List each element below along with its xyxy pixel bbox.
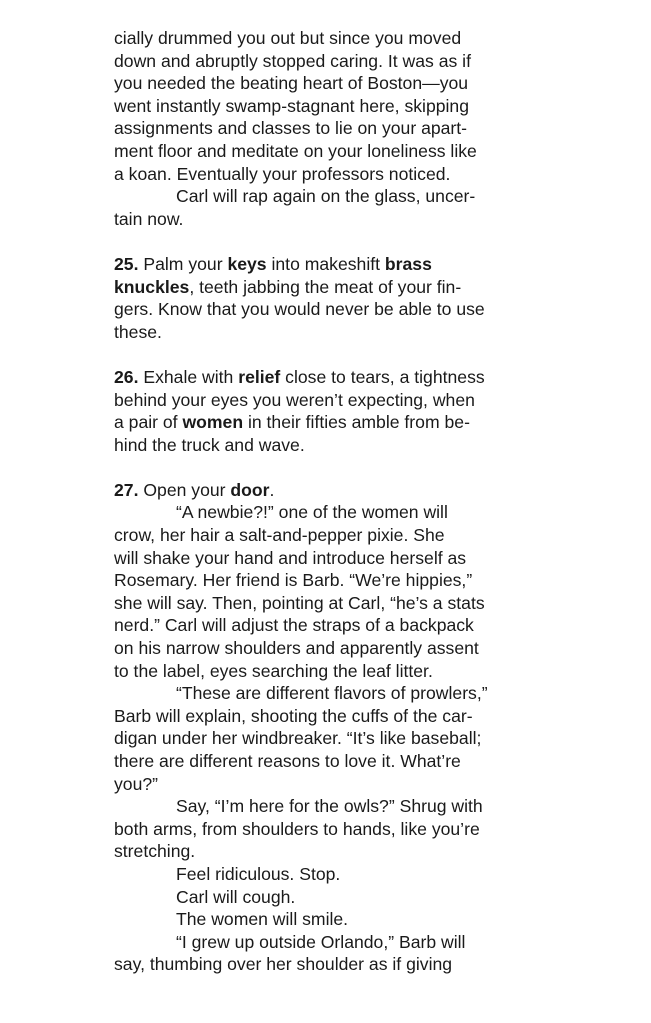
text-line: [114, 908, 534, 931]
bold-term: brass: [384, 253, 432, 274]
text-line: [114, 501, 534, 524]
text-line: [114, 953, 534, 976]
text-run: say, thumbing over her shoulder as if giving: [114, 954, 453, 975]
text-body: [114, 27, 534, 976]
text-line: [114, 660, 534, 683]
text-run: a pair of: [114, 412, 183, 433]
text-run: behind your eyes you weren’t expecting, when: [114, 389, 475, 410]
text-run: into makeshift: [266, 253, 385, 274]
text-run: she will say. Then, pointing at Carl, “he’s a stats: [114, 592, 485, 613]
text-run: Say, “I’m here for the owls?” Shrug with: [176, 796, 483, 817]
text-run: crow, her hair a salt-and-pepper pixie. She: [114, 525, 445, 546]
text-run: Feel ridiculous. Stop.: [176, 863, 341, 884]
text-run: down and abruptly stopped caring. It was as if: [114, 50, 471, 71]
text-run: in their fifties amble from be-: [243, 412, 470, 433]
text-run: you?”: [114, 773, 159, 794]
bold-term: keys: [227, 253, 267, 274]
text-line: [114, 434, 534, 457]
text-line: [114, 795, 534, 818]
document-page: [114, 27, 534, 976]
paragraph-gap: [114, 230, 534, 253]
bold-term: knuckles: [114, 276, 190, 297]
text-run: Palm your: [138, 253, 228, 274]
text-line: [114, 411, 534, 434]
bold-term: 27.: [114, 479, 139, 500]
text-line: [114, 773, 534, 796]
text-run: Carl will rap again on the glass, uncer-: [176, 186, 476, 207]
text-line: [114, 117, 534, 140]
text-run: tain now.: [114, 208, 184, 229]
text-run: Rosemary. Her friend is Barb. “We’re hippies,”: [114, 570, 473, 591]
text-line: [114, 366, 534, 389]
text-run: to the label, eyes searching the leaf litter.: [114, 660, 433, 681]
paragraph-gap: [114, 456, 534, 479]
text-line: [114, 27, 534, 50]
text-line: [114, 727, 534, 750]
text-run: you needed the beating heart of Boston—you: [114, 73, 469, 94]
text-run: will shake your hand and introduce herself as: [114, 547, 467, 568]
text-run: these.: [114, 321, 162, 342]
bold-term: 25.: [114, 253, 139, 274]
text-line: [114, 140, 534, 163]
text-run: Barb will explain, shooting the cuffs of the car-: [114, 705, 473, 726]
text-run: “I grew up outside Orlando,” Barb will: [176, 931, 466, 952]
text-line: [114, 547, 534, 570]
text-line: [114, 705, 534, 728]
text-line: [114, 592, 534, 615]
text-line: [114, 750, 534, 773]
bold-term: 26.: [114, 366, 139, 387]
text-run: “These are different flavors of prowlers,”: [176, 683, 488, 704]
text-run: gers. Know that you would never be able to use: [114, 299, 485, 320]
text-run: both arms, from shoulders to hands, like you’re: [114, 818, 480, 839]
text-run: The women will smile.: [176, 909, 349, 930]
text-run: assignments and classes to lie on your apart-: [114, 118, 468, 139]
text-run: Carl will cough.: [176, 886, 296, 907]
text-line: [114, 185, 534, 208]
text-line: [114, 253, 534, 276]
text-run: .: [269, 479, 275, 500]
text-run: cially drummed you out but since you moved: [114, 28, 462, 48]
text-run: a koan. Eventually your professors noticed.: [114, 163, 451, 184]
text-run: digan under her windbreaker. “It’s like baseball;: [114, 728, 482, 749]
text-line: [114, 389, 534, 412]
text-line: [114, 479, 534, 502]
text-line: [114, 298, 534, 321]
text-line: [114, 637, 534, 660]
text-run: went instantly swamp-stagnant here, skipping: [114, 95, 469, 116]
text-line: [114, 163, 534, 186]
text-run: nerd.” Carl will adjust the straps of a backpack: [114, 615, 474, 636]
text-run: , teeth jabbing the meat of your fin-: [189, 276, 462, 297]
text-line: [114, 95, 534, 118]
text-line: [114, 614, 534, 637]
text-run: ment floor and meditate on your loneliness like: [114, 140, 477, 161]
text-run: close to tears, a tightness: [280, 366, 485, 387]
text-line: [114, 818, 534, 841]
text-line: [114, 50, 534, 73]
text-run: Open your: [138, 479, 231, 500]
text-line: [114, 524, 534, 547]
text-line: [114, 72, 534, 95]
paragraph-gap: [114, 343, 534, 366]
text-run: stretching.: [114, 841, 196, 862]
bold-term: women: [182, 412, 244, 433]
text-line: [114, 321, 534, 344]
text-line: [114, 840, 534, 863]
text-run: hind the truck and wave.: [114, 434, 305, 455]
text-line: [114, 931, 534, 954]
text-run: on his narrow shoulders and apparently assent: [114, 638, 479, 659]
text-run: “A newbie?!” one of the women will: [176, 502, 448, 523]
text-line: [114, 208, 534, 231]
text-line: [114, 886, 534, 909]
text-run: Exhale with: [138, 366, 239, 387]
text-run: there are different reasons to love it. What’re: [114, 751, 461, 771]
bold-term: door: [230, 479, 270, 500]
bold-term: relief: [238, 366, 281, 387]
text-line: [114, 682, 534, 705]
text-line: [114, 569, 534, 592]
text-line: [114, 863, 534, 886]
text-line: [114, 276, 534, 299]
